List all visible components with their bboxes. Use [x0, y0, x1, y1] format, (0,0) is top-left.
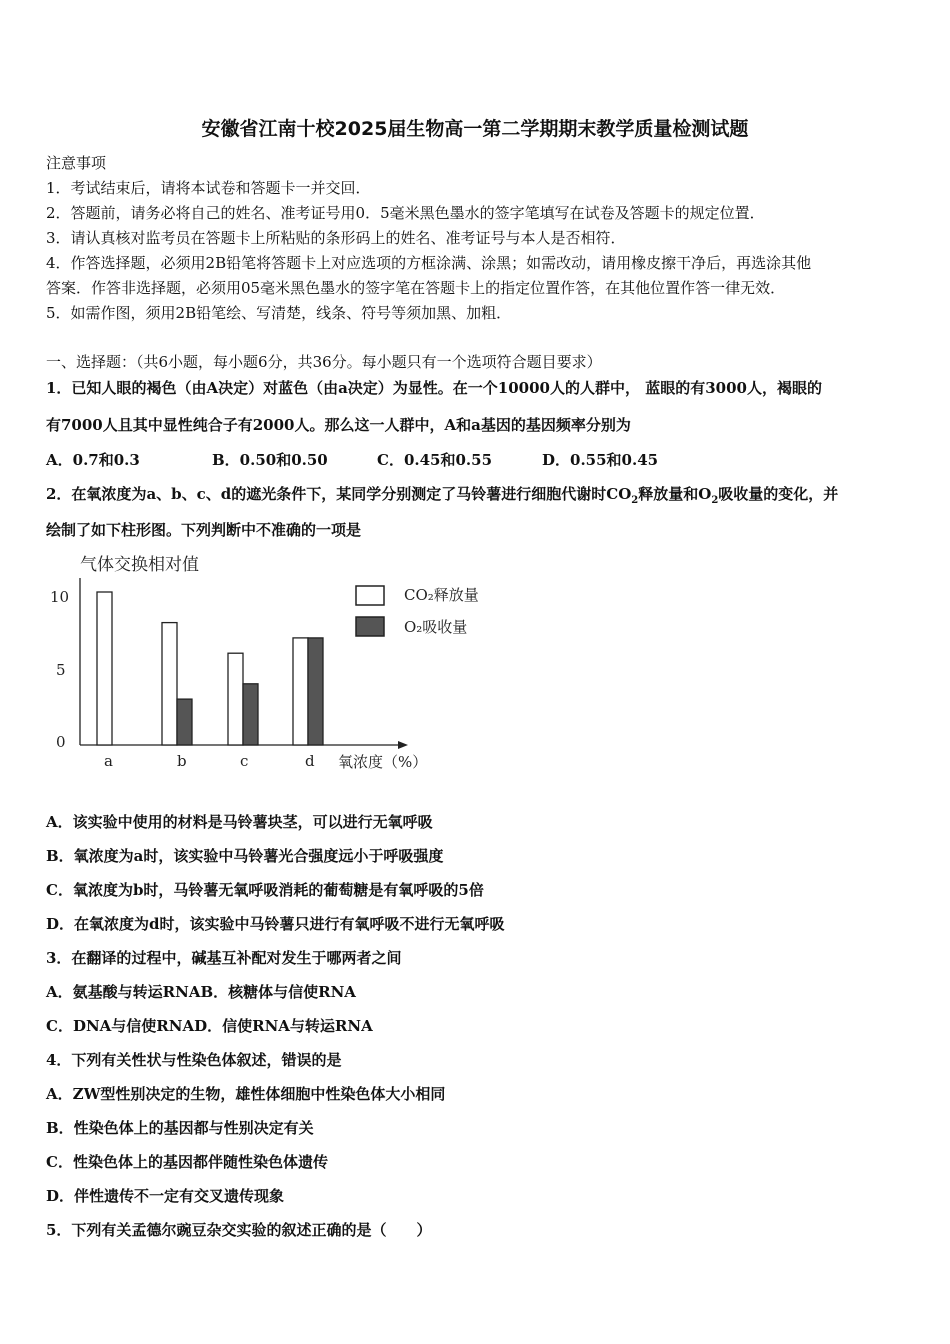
- y-tick-label: 5: [56, 661, 66, 679]
- q4-option-b: B．性染色体上的基因都与性别决定有关: [46, 1119, 314, 1137]
- question-5-stem: 5．下列有关孟德尔豌豆杂交实验的叙述正确的是（ ）: [46, 1221, 432, 1239]
- legend-swatch-co2: [356, 586, 384, 605]
- q4-option-a: A．ZW型性别决定的生物，雄性体细胞中性染色体大小相同: [46, 1085, 446, 1103]
- legend-label-o2: O₂吸收量: [404, 618, 468, 636]
- x-tick-label: b: [177, 752, 187, 770]
- question-3-stem: 3．在翻译的过程中，碱基互补配对发生于哪两者之间: [46, 949, 402, 967]
- section-heading: 一、选择题：（共6小题，每小题6分，共36分。每小题只有一个选项符合题目要求）: [46, 353, 602, 371]
- bar-chart: [46, 548, 479, 780]
- question-2-stem-cont: 绘制了如下柱形图。下列判断中不准确的一项是: [46, 521, 362, 539]
- q4-option-c: C．性染色体上的基因都伴随性染色体遗传: [46, 1153, 328, 1171]
- q2-option-a: A．该实验中使用的材料是马铃薯块茎，可以进行无氧呼吸: [46, 813, 433, 831]
- q2-option-b: B．氧浓度为a时，该实验中马铃薯光合强度远小于呼吸强度: [46, 847, 444, 865]
- bar-co2-d: [293, 638, 308, 745]
- notice-item: 5．如需作图，须用2B铅笔绘、写清楚，线条、符号等须加黑、加粗．: [46, 304, 512, 322]
- notice-item: 4．作答选择题，必须用2B铅笔将答题卡上对应选项的方框涂满、涂黑；如需改动，请用橡皮擦干净后，再选涂其他: [46, 254, 812, 272]
- question-1-stem: 1．已知人眼的褐色（由A决定）对蓝色（由a决定）为显性。在一个10000人的人群中， 蓝眼的有3000人，褐眼的: [46, 379, 822, 397]
- page-title: 安徽省江南十校2025届生物高一第二学期期末教学质量检测试题: [201, 118, 749, 140]
- legend-label-co2: CO₂释放量: [404, 586, 479, 604]
- q1-option-a: A．0.7和0.3: [46, 451, 140, 469]
- notice-item: 2．答题前，请务必将自己的姓名、准考证号用0．5毫米黑色墨水的签字笔填写在试卷及答题卡的规定位置．: [46, 204, 765, 222]
- notice-item: 答案．作答非选择题，必须用05毫米黑色墨水的签字笔在答题卡上的指定位置作答，在其他位置作答一律无效．: [46, 279, 786, 297]
- x-tick-label: d: [305, 752, 315, 770]
- bar-o2-b: [177, 699, 192, 745]
- bar-co2-a: [97, 592, 112, 745]
- question-1-stem-cont: 有7000人且其中显性纯合子有2000人。那么这一人群中，A和a基因的基因频率分别为: [46, 416, 631, 434]
- q1-option-d: D．0.55和0.45: [542, 451, 659, 469]
- y-tick-label: 0: [56, 733, 66, 751]
- q1-option-c: C．0.45和0.55: [377, 451, 493, 469]
- question-2-stem: 2．在氧浓度为a、b、c、d的遮光条件下，某同学分别测定了马铃薯进行细胞代谢时$CO_2$释放量和$O_2$吸收量的变化，并: [46, 485, 839, 506]
- bar-o2-c: [243, 684, 258, 745]
- x-tick-label: a: [104, 752, 113, 770]
- legend-swatch-o2: [356, 617, 384, 636]
- question-4-stem: 4．下列有关性状与性染色体叙述，错误的是: [46, 1051, 342, 1069]
- q3-options-ab: A．氨基酸与转运RNAB．核糖体与信使RNA: [46, 983, 356, 1001]
- q3-options-cd: C．DNA与信使RNAD．信使RNA与转运RNA: [46, 1017, 373, 1035]
- q1-option-b: B．0.50和0.50: [212, 451, 328, 469]
- notice-item: 1．考试结束后，请将本试卷和答题卡一并交回．: [46, 179, 371, 197]
- bar-co2-b: [162, 623, 177, 745]
- y-tick-label: 10: [50, 588, 70, 606]
- chart-title: 气体交换相对值: [80, 555, 199, 575]
- x-tick-label: c: [240, 752, 249, 770]
- bar-co2-c: [228, 653, 243, 745]
- q2-option-c: C．氧浓度为b时，马铃薯无氧呼吸消耗的葡萄糖是有氧呼吸的5倍: [46, 881, 484, 899]
- notice-item: 3．请认真核对监考员在答题卡上所粘贴的条形码上的姓名、准考证号与本人是否相符．: [46, 229, 626, 247]
- notice-heading: 注意事项: [46, 154, 107, 172]
- x-axis-arrow: [398, 741, 408, 749]
- x-axis-label: 氧浓度（%）: [338, 753, 428, 771]
- bar-o2-d: [308, 638, 323, 745]
- q4-option-d: D．伴性遗传不一定有交叉遗传现象: [46, 1187, 285, 1205]
- q2-option-d: D．在氧浓度为d时，该实验中马铃薯只进行有氧呼吸不进行无氧呼吸: [46, 915, 505, 933]
